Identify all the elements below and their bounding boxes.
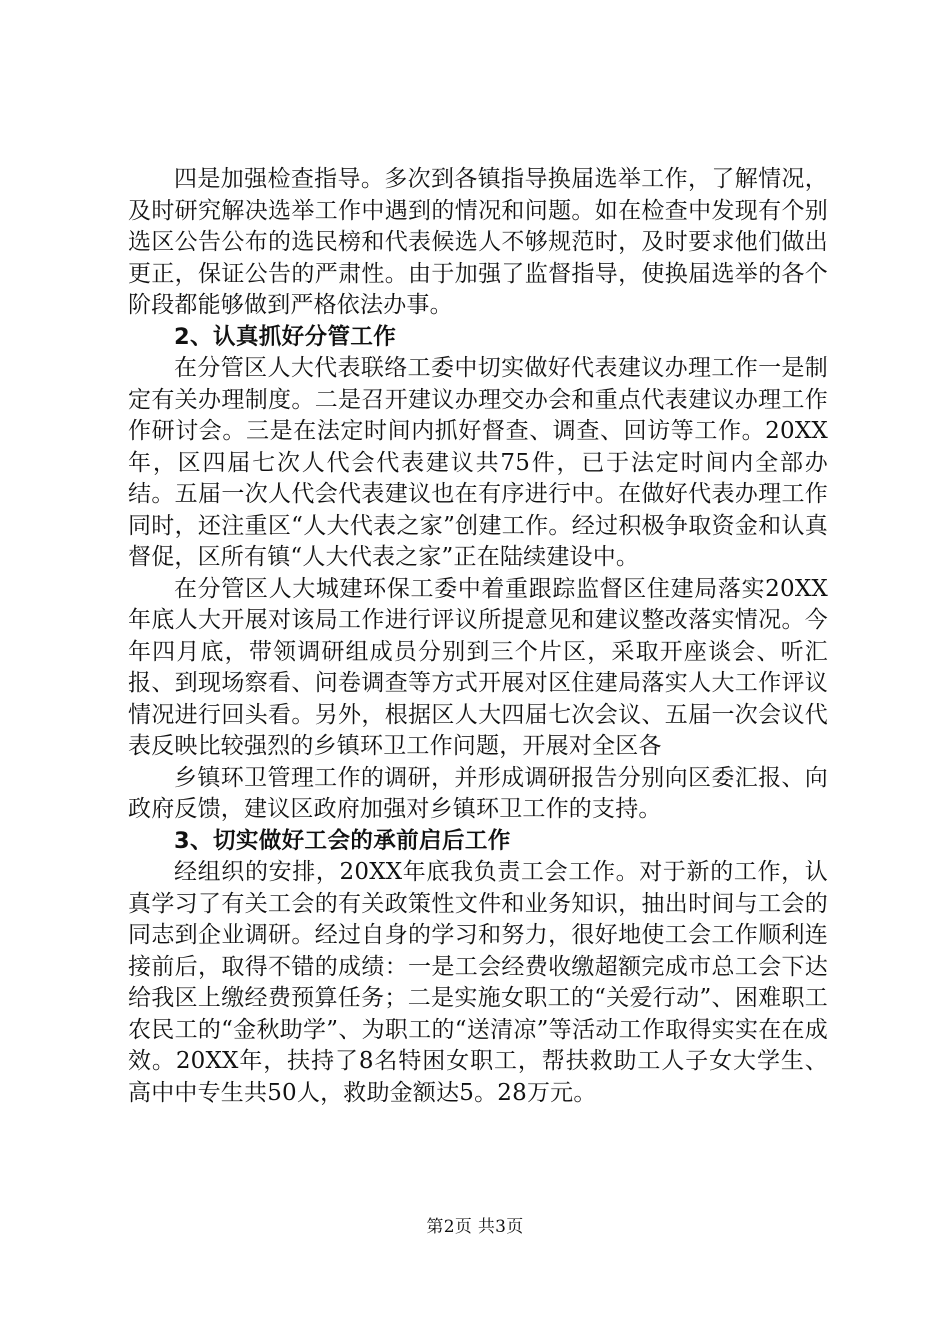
paragraph-trade-union-work: 经组织的安排，20XX年底我负责工会工作。对于新的工作，认真学习了有关工会的有关政策性文件和业务知识，抽出时间与工会的同志到企业调研。经过自身的学习和努力，很好地使工会工作顺利连接前后，取得不错的成绩：一是工会经费收缴超额完成市总工会下达给我区上缴经费预算任务；二是实施女职工的“关爱行动”、困难职工农民工的“金秋助学”、为职工的“送清凉”等活动工作取得实实在在成效。20XX年，扶持了8名特困女职工，帮扶救助工人子女大学生、高中中专生共50人，救助金额达5。28万元。 xyxy=(128,859,828,1106)
document-body xyxy=(128,164,828,1109)
paragraph-sanitation-research: 乡镇环卫管理工作的调研，并形成调研报告分别向区委汇报、向政府反馈，建议区政府加强对乡镇环卫工作的支持。 xyxy=(128,764,828,822)
section-heading-trade-union: 3、切实做好工会的承前启后工作 xyxy=(174,827,511,854)
page-footer: 第2页 共3页 xyxy=(426,1217,524,1237)
paragraph-urban-construction-supervision: 在分管区人大城建环保工委中着重跟踪监督区住建局落实20XX年底人大开展对该局工作进行评议所提意见和建议整改落实情况。今年四月底，带领调研组成员分别到三个片区，采取开座谈会、听汇报、到现场察看、问卷调查等方式开展对区住建局落实人大工作评议情况进行回头看。另外，根据区人大四届七次会议、五届一次会议代表反映比较强烈的乡镇环卫工作问题，开展对全区各 xyxy=(128,575,828,759)
section-heading-managed-work: 2、认真抓好分管工作 xyxy=(174,323,397,350)
paragraph-inspection-guidance: 四是加强检查指导。多次到各镇指导换届选举工作，了解情况，及时研究解决选举工作中遇到的情况和问题。如在检查中发现有个别选区公告公布的选民榜和代表候选人不够规范时，及时要求他们做出更正，保证公告的严肃性。由于加强了监督指导，使换届选举的各个阶段都能够做到严格依法办事。 xyxy=(128,166,828,318)
paragraph-representative-proposals: 在分管区人大代表联络工委中切实做好代表建议办理工作一是制定有关办理制度。二是召开建议办理交办会和重点代表建议办理工作作研讨会。三是在法定时间内抓好督查、调查、回访等工作。20XX年，区四届七次人代会代表建议共75件，已于法定时间内全部办结。五届一次人代会代表建议也在有序进行中。在做好代表办理工作同时，还注重区“人大代表之家”创建工作。经过积极争取资金和认真督促，区所有镇“人大代表之家”正在陆续建设中。 xyxy=(128,355,828,570)
